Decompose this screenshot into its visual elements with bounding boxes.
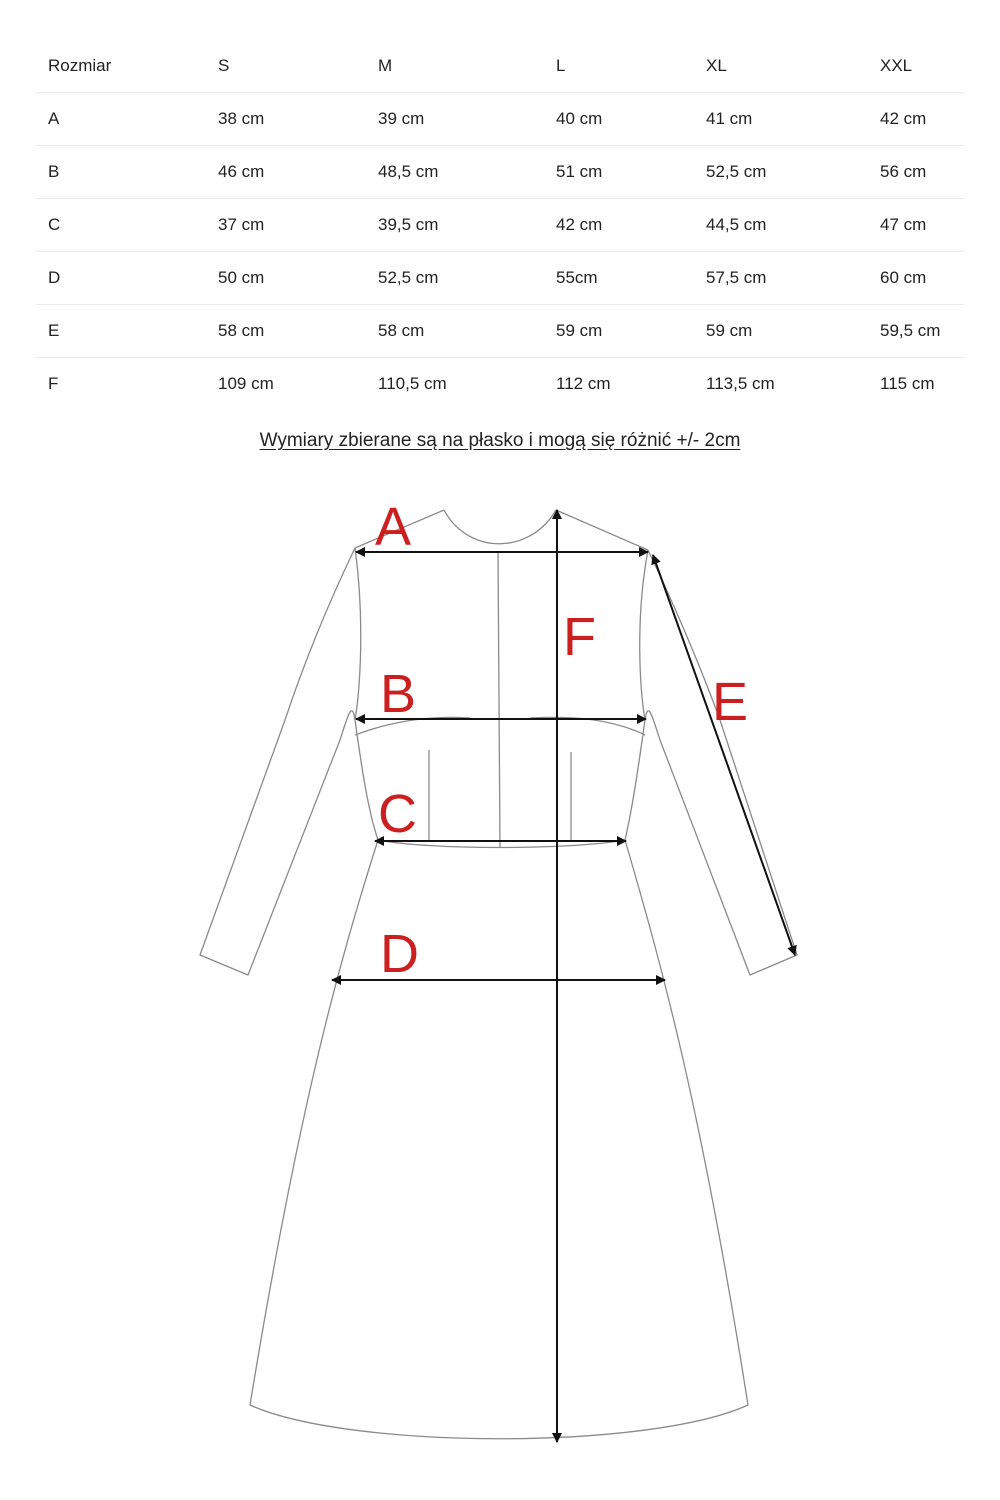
header-cell-s: S [206, 40, 366, 93]
measurement-labels [375, 497, 748, 984]
table-cell: 37 cm [206, 199, 366, 252]
table-cell: 110,5 cm [378, 374, 447, 393]
skirt-outline [250, 840, 748, 1439]
table-row-d [36, 252, 964, 305]
header-cell-l: L [544, 40, 694, 93]
table-row-c [36, 199, 964, 252]
label-d: D [380, 924, 419, 984]
bodice-left-side [355, 548, 378, 840]
header-cell-xxl: XXL [868, 40, 964, 93]
table-cell: 42 cm [868, 93, 964, 146]
table-cell: 44,5 cm [694, 199, 868, 252]
row-label: D [36, 252, 206, 305]
label-f: F [563, 607, 596, 667]
table-cell: 39,5 cm [366, 199, 544, 252]
table-cell: 39 cm [366, 93, 544, 146]
table-row-f [36, 358, 964, 411]
table-cell: 58 cm [206, 305, 366, 358]
neckline-shape [444, 510, 556, 544]
table-cell: 48,5 cm [366, 146, 544, 199]
table-cell: 42 cm [544, 199, 694, 252]
table-cell: 56 cm [868, 146, 964, 199]
table-cell: 109 cm [218, 374, 274, 393]
size-table [36, 40, 964, 410]
row-label: F [48, 374, 59, 393]
table-cell: 112 cm [556, 374, 611, 393]
table-cell: 59 cm [694, 305, 868, 358]
table-cell: 58 cm [366, 305, 544, 358]
header-cell-xl: XL [694, 40, 868, 93]
header-cell-m: M [366, 40, 544, 93]
table-cell: 46 cm [206, 146, 366, 199]
table-cell: 55cm [544, 252, 694, 305]
arrow-e [653, 555, 795, 955]
table-cell: 60 cm [868, 252, 964, 305]
table-cell: 59,5 cm [868, 305, 964, 358]
bodice-right-side [625, 550, 648, 840]
dress-measurement-diagram [0, 470, 1000, 1470]
table-row-b [36, 146, 964, 199]
table-cell: 38 cm [206, 93, 366, 146]
table-cell: 113,5 cm [706, 374, 775, 393]
right-sleeve-outline [645, 550, 797, 975]
row-label: E [36, 305, 206, 358]
label-a: A [375, 497, 412, 557]
table-cell: 51 cm [544, 146, 694, 199]
label-b: B [380, 664, 417, 724]
table-row-a [36, 93, 964, 146]
dress-outline [200, 510, 797, 1439]
table-row-e [36, 305, 964, 358]
center-placket [498, 552, 500, 848]
table-cell: 52,5 cm [694, 146, 868, 199]
left-sleeve-outline [200, 548, 355, 975]
table-cell: 57,5 cm [694, 252, 868, 305]
table-cell: 115 cm [880, 374, 935, 393]
table-cell: 50 cm [206, 252, 366, 305]
table-cell: 40 cm [544, 93, 694, 146]
header-cell-rozmiar: Rozmiar [36, 40, 206, 93]
label-e: E [712, 672, 749, 732]
table-cell: 41 cm [694, 93, 868, 146]
measurement-note: Wymiary zbierane są na płasko i mogą się różnić +/- 2cm [259, 430, 741, 451]
table-header-row [36, 40, 964, 93]
row-label: B [36, 146, 206, 199]
table-cell: 47 cm [868, 199, 964, 252]
row-label: A [36, 93, 206, 146]
row-label: C [36, 199, 206, 252]
label-c: C [378, 784, 417, 844]
table-cell: 59 cm [544, 305, 694, 358]
table-cell: 52,5 cm [366, 252, 544, 305]
